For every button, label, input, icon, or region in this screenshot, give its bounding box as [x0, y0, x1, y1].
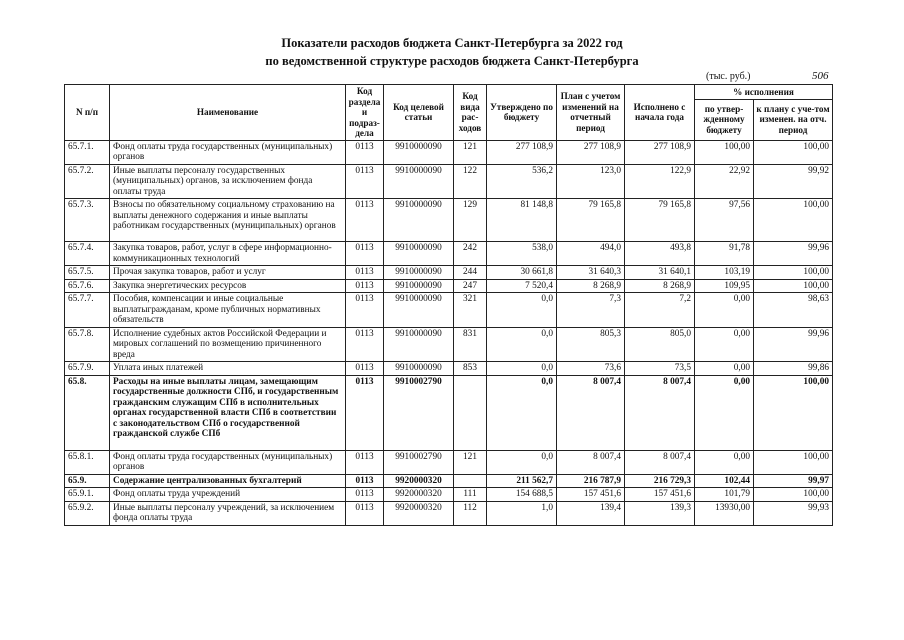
- row-approved: 154 688,5: [487, 488, 557, 502]
- row-approved: 211 562,7: [487, 474, 557, 488]
- row-pct-plan: 100,00: [754, 199, 833, 242]
- row-pct-approved: 100,00: [695, 140, 754, 164]
- row-plan: 73,6: [557, 362, 625, 376]
- table-row: [65, 488, 833, 502]
- row-approved: 1,0: [487, 501, 557, 525]
- table-row: [65, 199, 833, 242]
- row-executed: 79 165,8: [625, 199, 695, 242]
- row-pct-plan: 100,00: [754, 266, 833, 280]
- row-name: Прочая закупка товаров, работ и услуг: [110, 266, 346, 280]
- row-pct-approved: 0,00: [695, 375, 754, 450]
- header-name: Наименование: [110, 85, 346, 141]
- row-number: 65.7.3.: [65, 199, 110, 242]
- row-pct-plan: 100,00: [754, 375, 833, 450]
- row-executed: 73,5: [625, 362, 695, 376]
- row-target-code: 9910000090: [384, 140, 454, 164]
- table-row: [65, 164, 833, 199]
- table-row: [65, 140, 833, 164]
- row-type-code: 121: [454, 450, 487, 474]
- row-pct-approved: 13930,00: [695, 501, 754, 525]
- row-number: 65.7.9.: [65, 362, 110, 376]
- row-plan: 805,3: [557, 327, 625, 362]
- row-section-code: 0113: [346, 279, 384, 293]
- row-section-code: 0113: [346, 242, 384, 266]
- row-pct-approved: 97,56: [695, 199, 754, 242]
- table-row: [65, 279, 833, 293]
- row-section-code: 0113: [346, 266, 384, 280]
- row-type-code: 122: [454, 164, 487, 199]
- row-approved: 81 148,8: [487, 199, 557, 242]
- row-target-code: 9910002790: [384, 450, 454, 474]
- row-pct-approved: 0,00: [695, 293, 754, 328]
- row-section-code: 0113: [346, 140, 384, 164]
- row-plan: 123,0: [557, 164, 625, 199]
- row-target-code: 9910000090: [384, 362, 454, 376]
- row-section-code: 0113: [346, 327, 384, 362]
- row-name: Исполнение судебных актов Российской Федерации и мировых соглашений по возмещению причиненного вреда: [110, 327, 346, 362]
- row-number: 65.7.1.: [65, 140, 110, 164]
- row-number: 65.7.4.: [65, 242, 110, 266]
- row-executed: 31 640,1: [625, 266, 695, 280]
- table-row: [65, 242, 833, 266]
- row-plan: 8 268,9: [557, 279, 625, 293]
- row-pct-plan: 99,96: [754, 327, 833, 362]
- row-section-code: 0113: [346, 501, 384, 525]
- row-name: Фонд оплаты труда государственных (муниципальных) органов: [110, 140, 346, 164]
- row-target-code: 9910000090: [384, 279, 454, 293]
- row-name: Закупка энергетических ресурсов: [110, 279, 346, 293]
- row-type-code: 242: [454, 242, 487, 266]
- row-type-code: [454, 474, 487, 488]
- row-target-code: 9910000090: [384, 242, 454, 266]
- row-pct-plan: 100,00: [754, 140, 833, 164]
- row-plan: 494,0: [557, 242, 625, 266]
- row-plan: 79 165,8: [557, 199, 625, 242]
- row-executed: 493,8: [625, 242, 695, 266]
- table-row: [65, 501, 833, 525]
- row-approved: 0,0: [487, 293, 557, 328]
- row-executed: 216 729,3: [625, 474, 695, 488]
- row-name: Пособия, компенсации и иные социальные выплатыгражданам, кроме публичных нормативных обязательств: [110, 293, 346, 328]
- row-target-code: 9910000090: [384, 164, 454, 199]
- table-row: [65, 450, 833, 474]
- row-plan: 157 451,6: [557, 488, 625, 502]
- header-plan: План с учетом изменений на отчетный период: [557, 85, 625, 141]
- row-pct-approved: 91,78: [695, 242, 754, 266]
- row-section-code: 0113: [346, 362, 384, 376]
- row-pct-plan: 100,00: [754, 279, 833, 293]
- row-approved: 30 661,8: [487, 266, 557, 280]
- row-plan: 31 640,3: [557, 266, 625, 280]
- table-row: [65, 375, 833, 450]
- row-number: 65.7.5.: [65, 266, 110, 280]
- row-section-code: 0113: [346, 488, 384, 502]
- row-executed: 8 007,4: [625, 450, 695, 474]
- document-title-line-2: по ведомственной структуре расходов бюджета Санкт-Петербурга: [265, 54, 639, 68]
- row-pct-plan: 100,00: [754, 450, 833, 474]
- row-name: Расходы на иные выплаты лицам, замещающим государственные должности СПб, и государственным гражданским служащим СПб в исполнительных органах государственной власти СПб в соответствии с законодательством СПб о государственной гражданской службе СПб: [110, 375, 346, 450]
- row-type-code: 244: [454, 266, 487, 280]
- row-pct-approved: 0,00: [695, 362, 754, 376]
- header-pct-group: % исполнения: [695, 85, 833, 100]
- row-number: 65.9.2.: [65, 501, 110, 525]
- row-number: 65.7.6.: [65, 279, 110, 293]
- row-number: 65.8.1.: [65, 450, 110, 474]
- row-type-code: 111: [454, 488, 487, 502]
- row-type-code: 121: [454, 140, 487, 164]
- row-number: 65.9.1.: [65, 488, 110, 502]
- row-number: 65.7.7.: [65, 293, 110, 328]
- header-section: Код раздела и подраз-дела: [346, 85, 384, 141]
- row-name: Содержание централизованных бухгалтерий: [110, 474, 346, 488]
- row-type-code: 129: [454, 199, 487, 242]
- row-name: Иные выплаты персоналу государственных (муниципальных) органов, за исключением фонда оплаты труда: [110, 164, 346, 199]
- row-approved: 7 520,4: [487, 279, 557, 293]
- row-pct-approved: 109,95: [695, 279, 754, 293]
- row-type-code: 853: [454, 362, 487, 376]
- row-type-code: 321: [454, 293, 487, 328]
- row-target-code: 9910000090: [384, 199, 454, 242]
- row-plan: 216 787,9: [557, 474, 625, 488]
- row-pct-plan: 99,93: [754, 501, 833, 525]
- row-name: Фонд оплаты труда учреждений: [110, 488, 346, 502]
- row-executed: 157 451,6: [625, 488, 695, 502]
- row-target-code: 9920000320: [384, 488, 454, 502]
- table-row: [65, 362, 833, 376]
- row-type-code: 112: [454, 501, 487, 525]
- row-target-code: 9910000090: [384, 266, 454, 280]
- table-row: [65, 293, 833, 328]
- row-number: 65.7.2.: [65, 164, 110, 199]
- row-pct-approved: 0,00: [695, 327, 754, 362]
- row-approved: 0,0: [487, 327, 557, 362]
- row-executed: 139,3: [625, 501, 695, 525]
- row-target-code: 9920000320: [384, 501, 454, 525]
- header-pct-approved: по утвер-жденному бюджету: [695, 99, 754, 140]
- row-section-code: 0113: [346, 474, 384, 488]
- expenditure-table: [64, 84, 833, 526]
- row-type-code: [454, 375, 487, 450]
- row-approved: 538,0: [487, 242, 557, 266]
- row-pct-plan: 99,97: [754, 474, 833, 488]
- row-section-code: 0113: [346, 164, 384, 199]
- row-name: Закупка товаров, работ, услуг в сфере информационно-коммуникационных технологий: [110, 242, 346, 266]
- row-name: Уплата иных платежей: [110, 362, 346, 376]
- row-approved: 0,0: [487, 362, 557, 376]
- page-number: 506: [812, 70, 829, 82]
- row-target-code: 9920000320: [384, 474, 454, 488]
- row-pct-approved: 102,44: [695, 474, 754, 488]
- row-approved: 0,0: [487, 450, 557, 474]
- row-executed: 805,0: [625, 327, 695, 362]
- row-name: Взносы по обязательному социальному страхованию на выплаты денежного содержания и иные выплаты работникам государственных (муниципальных) органов: [110, 199, 346, 242]
- row-number: 65.8.: [65, 375, 110, 450]
- row-plan: 277 108,9: [557, 140, 625, 164]
- row-section-code: 0113: [346, 450, 384, 474]
- row-pct-plan: 100,00: [754, 488, 833, 502]
- row-section-code: 0113: [346, 199, 384, 242]
- header-approved: Утверждено по бюджету: [487, 85, 557, 141]
- header-type: Код вида рас-ходов: [454, 85, 487, 141]
- row-plan: 7,3: [557, 293, 625, 328]
- row-pct-plan: 99,86: [754, 362, 833, 376]
- row-executed: 122,9: [625, 164, 695, 199]
- row-approved: 0,0: [487, 375, 557, 450]
- header-executed: Исполнено с начала года: [625, 85, 695, 141]
- row-section-code: 0113: [346, 375, 384, 450]
- row-number: 65.9.: [65, 474, 110, 488]
- header-target: Код целевой статьи: [384, 85, 454, 141]
- table-row: [65, 327, 833, 362]
- row-pct-approved: 0,00: [695, 450, 754, 474]
- row-name: Иные выплаты персоналу учреждений, за исключением фонда оплаты труда: [110, 501, 346, 525]
- header-num: N п/п: [65, 85, 110, 141]
- table-row: [65, 474, 833, 488]
- row-name: Фонд оплаты труда государственных (муниципальных) органов: [110, 450, 346, 474]
- row-type-code: 247: [454, 279, 487, 293]
- row-pct-approved: 101,79: [695, 488, 754, 502]
- row-plan: 8 007,4: [557, 375, 625, 450]
- row-executed: 8 268,9: [625, 279, 695, 293]
- row-target-code: 9910000090: [384, 293, 454, 328]
- row-type-code: 831: [454, 327, 487, 362]
- row-plan: 139,4: [557, 501, 625, 525]
- row-section-code: 0113: [346, 293, 384, 328]
- row-approved: 277 108,9: [487, 140, 557, 164]
- row-pct-approved: 22,92: [695, 164, 754, 199]
- units-label: (тыс. руб.): [706, 71, 751, 82]
- document-title-line-1: Показатели расходов бюджета Санкт-Петербурга за 2022 год: [281, 36, 623, 50]
- row-pct-plan: 99,96: [754, 242, 833, 266]
- row-pct-approved: 103,19: [695, 266, 754, 280]
- row-executed: 8 007,4: [625, 375, 695, 450]
- row-pct-plan: 99,92: [754, 164, 833, 199]
- table-row: [65, 266, 833, 280]
- row-pct-plan: 98,63: [754, 293, 833, 328]
- row-plan: 8 007,4: [557, 450, 625, 474]
- row-executed: 277 108,9: [625, 140, 695, 164]
- row-executed: 7,2: [625, 293, 695, 328]
- row-target-code: 9910002790: [384, 375, 454, 450]
- row-target-code: 9910000090: [384, 327, 454, 362]
- row-approved: 536,2: [487, 164, 557, 199]
- header-pct-plan: к плану с уче-том изменен. на отч. период: [754, 99, 833, 140]
- row-number: 65.7.8.: [65, 327, 110, 362]
